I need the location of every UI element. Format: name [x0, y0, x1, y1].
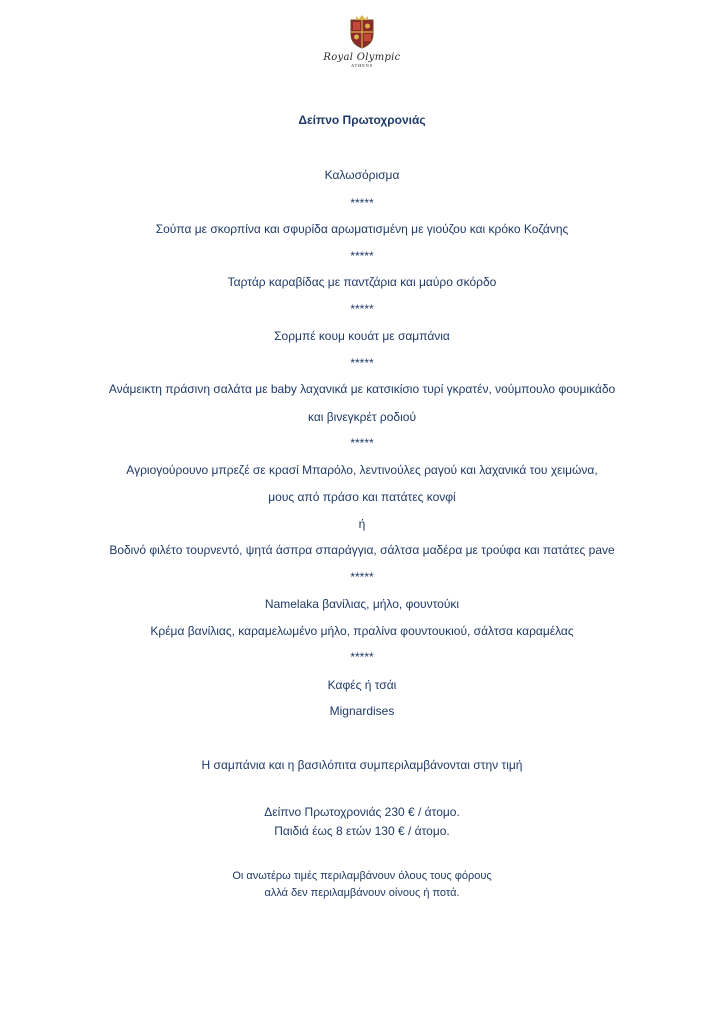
menu-or: ή	[358, 517, 366, 531]
menu-line: Ανάμεικτη πράσινη σαλάτα με baby λαχανικά με κατσικίσιο τυρί γκρατέν, νούμπουλο φουμικάδο	[108, 382, 616, 396]
menu-line: Namelaka βανίλιας, μήλο, φουντούκι	[264, 597, 460, 611]
menu-line: Κρέμα βανίλιας, καραμελωμένο μήλο, πραλίνα φουντουκιού, σάλτσα καραμέλας	[150, 624, 574, 638]
hotel-logo	[0, 14, 724, 68]
child-price: Παιδιά έως 8 ετών 130 € / άτομο.	[274, 824, 450, 838]
menu-line: Ταρτάρ καραβίδας με παντζάρια και μαύρο σκόρδο	[227, 275, 497, 289]
menu-title: Δείπνο Πρωτοχρονιάς	[298, 113, 426, 127]
menu-separator: *****	[350, 436, 374, 450]
tax-note-line-2: αλλά δεν περιλαμβάνουν οίνους ή ποτά.	[264, 887, 460, 899]
menu-line: Mignardises	[329, 704, 395, 718]
menu-line: και βινεγκρέτ ροδιού	[307, 410, 417, 424]
menu-separator: *****	[350, 570, 374, 584]
menu-separator: *****	[350, 302, 374, 316]
menu-separator: *****	[350, 356, 374, 370]
inclusion-note: Η σαμπάνια και η βασιλόπιτα συμπεριλαμβάνονται στην τιμή	[201, 758, 523, 772]
menu-line: Σούπα με σκορπίνα και σφυρίδα αρωματισμένη με γιούζου και κρόκο Κοζάνης	[155, 222, 569, 236]
menu-line: Σορμπέ κουμ κουάτ με σαμπάνια	[274, 329, 450, 343]
menu-line: Καφές ή τσάι	[327, 678, 397, 692]
menu-line: μους από πράσο και πατάτες κονφί	[268, 490, 456, 504]
tax-note-line-1: Οι ανωτέρω τιμές περιλαμβάνουν όλους τους φόρους	[232, 870, 492, 882]
menu-separator: *****	[350, 196, 374, 210]
adult-price: Δείπνο Πρωτοχρονιάς 230 € / άτομο.	[264, 805, 460, 819]
menu-line: Βοδινό φιλέτο τουρνεντό, ψητά άσπρα σπαράγγια, σάλτσα μαδέρα με τρούφα και πατάτες pave	[109, 543, 615, 557]
menu-separator: *****	[350, 650, 374, 664]
menu-line: Καλωσόρισμα	[324, 168, 400, 182]
brand-name: Royal Olympic	[323, 52, 401, 63]
menu-separator: *****	[350, 249, 374, 263]
menu-line: Αγριογούρουνο μπρεζέ σε κρασί Μπαρόλο, λεντινούλες ραγού και λαχανικά του χειμώνα,	[126, 463, 598, 477]
crest-icon	[347, 14, 377, 50]
brand-subtitle: ATHENS	[350, 63, 374, 68]
